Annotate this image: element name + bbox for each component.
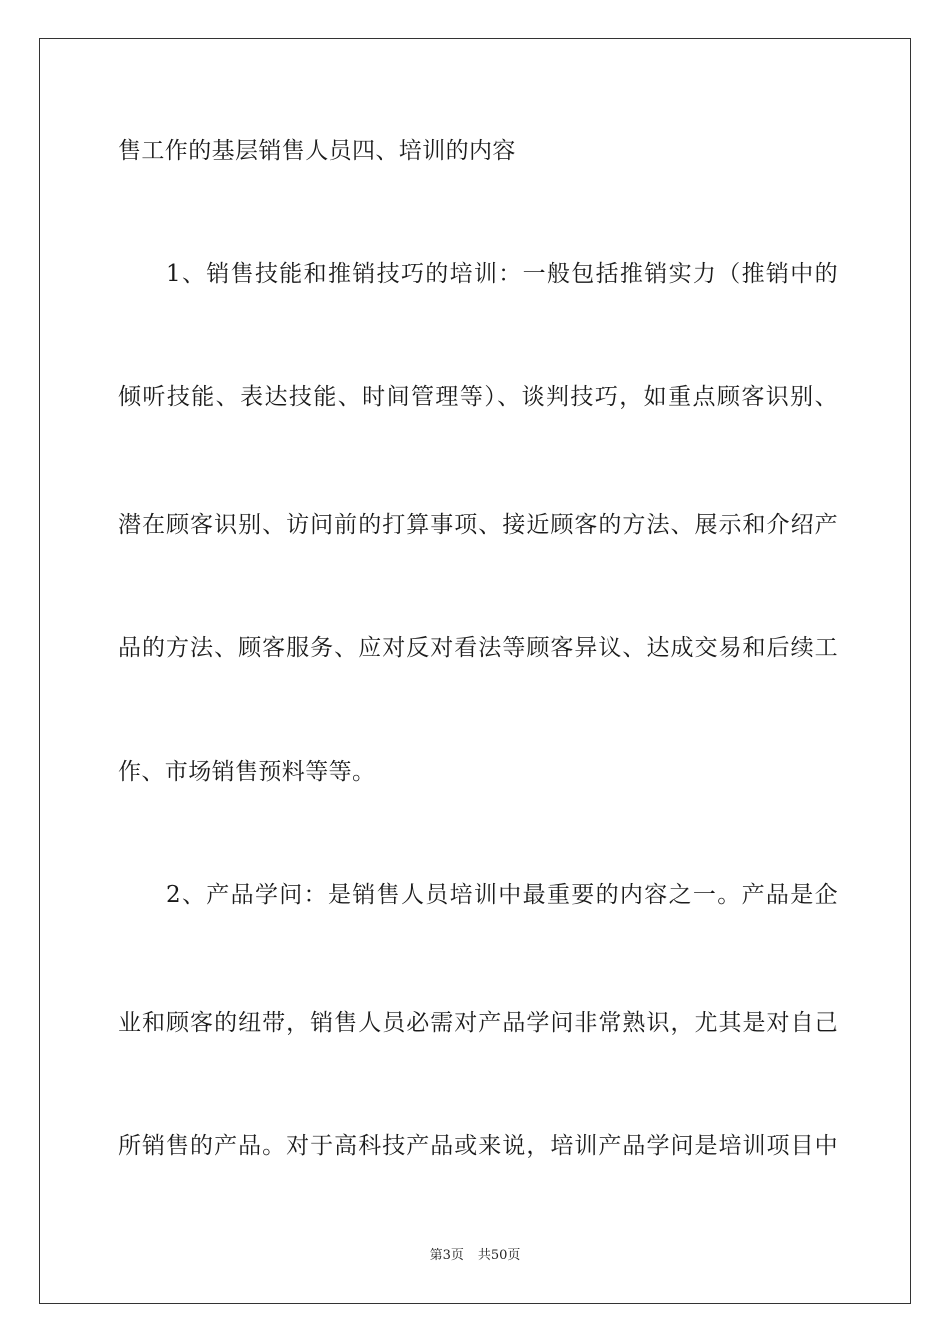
text-line-7: 2、产品学问：是销售人员培训中最重要的内容之一。产品是企	[166, 882, 838, 908]
text-line-6: 作、市场销售预料等等。	[118, 759, 376, 785]
text-line-5: 品的方法、顾客服务、应对反对看法等顾客异议、达成交易和后续工	[118, 635, 838, 661]
page-number: 第3页	[429, 1248, 464, 1263]
text-line-9: 所销售的产品。对于高科技产品或来说，培训产品学问是培训项目中	[118, 1133, 838, 1159]
page-total: 共50页	[477, 1248, 521, 1263]
text-line-3: 倾听技能、表达技能、时间管理等）、谈判技巧，如重点顾客识别、	[118, 384, 838, 410]
page-footer	[0, 1248, 950, 1264]
text-line-4: 潜在顾客识别、访问前的打算事项、接近顾客的方法、展示和介绍产	[118, 512, 838, 538]
text-line-8: 业和顾客的纽带，销售人员必需对产品学问非常熟识，尤其是对自己	[118, 1010, 838, 1036]
page-border	[39, 38, 911, 1304]
text-line-2: 1、销售技能和推销技巧的培训：一般包括推销实力（推销中的	[166, 261, 838, 287]
text-line-1: 售工作的基层销售人员四、培训的内容	[118, 138, 516, 164]
